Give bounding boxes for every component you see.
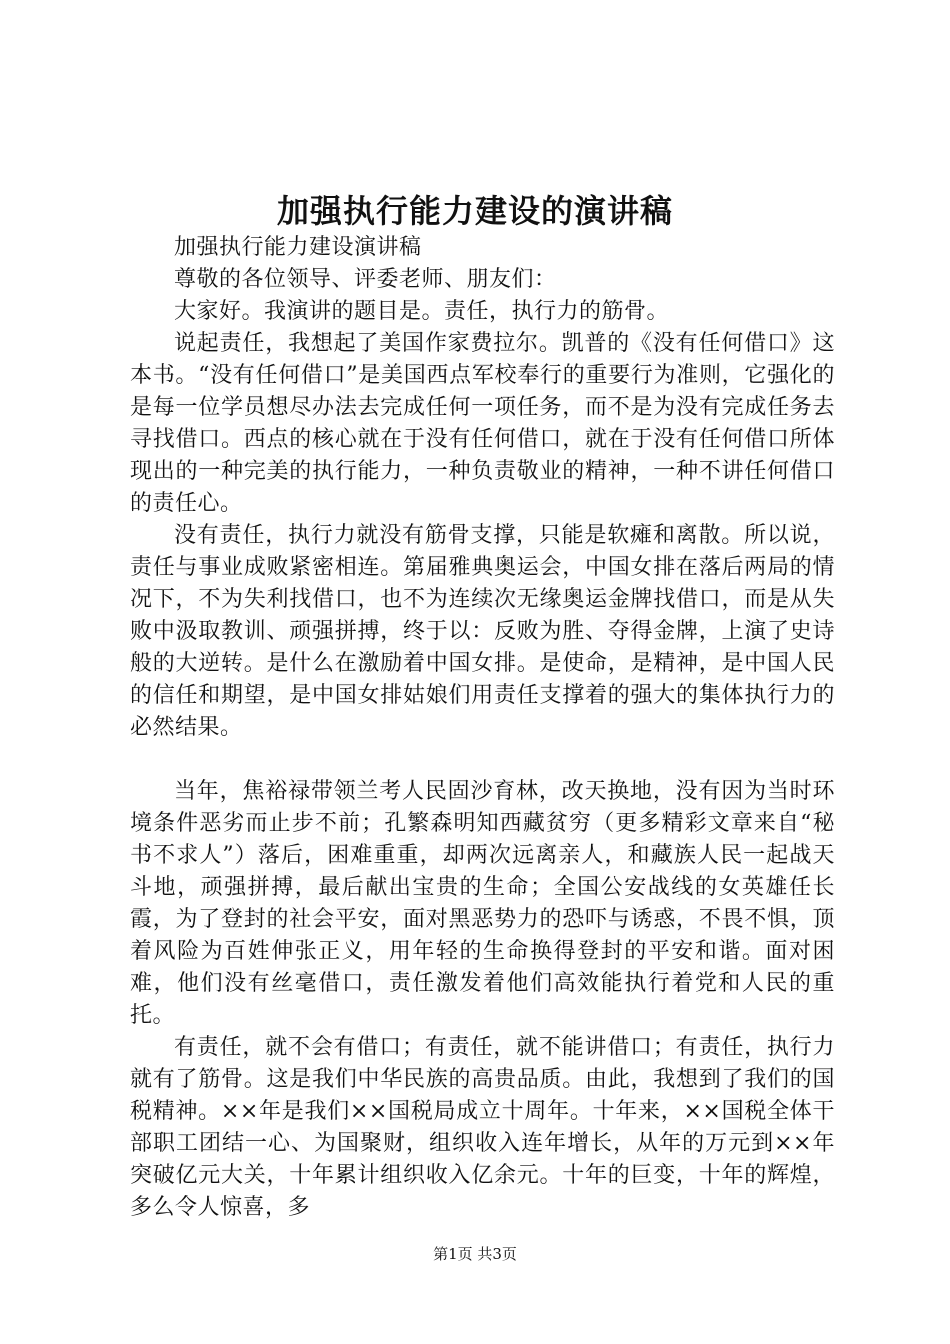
body-paragraph: 说起责任，我想起了美国作家费拉尔。凯普的《没有任何借口》这本书。“没有任何借口”是美国西点军校奉行的重要行为准则，它强化的是每一位学员想尽办法去完成任何一项任务，而不是为没有完成任务去寻找借口。西点的核心就在于没有任何借口，就在于没有任何借口所体现出的一种完美的执行能力，一种负责敬业的精神，一种不讲任何借口的责任心。 [130, 331, 835, 516]
body-paragraph: 当年，焦裕禄带领兰考人民固沙育林，改天换地，没有因为当时环境条件恶劣而止步不前；孔繁森明知西藏贫穷（更多精彩文章来自“秘书不求人”）落后，困难重重，却两次远离亲人，和藏族人民一起战天斗地，顽强拼搏，最后献出宝贵的生命；全国公安战线的女英雄任长霞，为了登封的社会平安，面对黑恶势力的恐吓与诱惑，不畏不惧，顶着风险为百姓伸张正义，用年轻的生命换得登封的平安和谐。面对困难，他们没有丝毫借口，责任激发着他们高效能执行着党和人民的重托。 [130, 779, 835, 1028]
greeting-paragraph: 大家好。我演讲的题目是。责任，执行力的筋骨。 [174, 299, 670, 324]
body-paragraph: 没有责任，执行力就没有筋骨支撑，只能是软瘫和离散。所以说，责任与事业成败紧密相连。第届雅典奥运会，中国女排在落后两局的情况下，不为失利找借口，也不为连续次无缘奥运金牌找借口，而是从失败中汲取教训、顽强拼搏，终于以：反败为胜、夺得金牌，上演了史诗般的大逆转。是什么在激励着中国女排。是使命，是精神，是中国人民的信任和期望，是中国女排姑娘们用责任支撑着的强大的集体执行力的必然结果。 [130, 523, 835, 740]
subtitle-paragraph: 加强执行能力建设演讲稿 [174, 235, 422, 260]
document-body [130, 232, 835, 1224]
page-footer: 第1页 共3页 [433, 1245, 517, 1263]
salutation-paragraph: 尊敬的各位领导、评委老师、朋友们： [174, 267, 557, 292]
body-paragraph: 有责任，就不会有借口；有责任，就不能讲借口；有责任，执行力就有了筋骨。这是我们中华民族的高贵品质。由此，我想到了我们的国税精神。××年是我们××国税局成立十周年。十年来，××国税全体干部职工团结一心、为国聚财，组织收入连年增长，从年的万元到××年突破亿元大关，十年累计组织收入亿余元。十年的巨变，十年的辉煌，多么令人惊喜，多 [130, 1035, 835, 1220]
page-title: 加强执行能力建设的演讲稿 [276, 192, 673, 230]
